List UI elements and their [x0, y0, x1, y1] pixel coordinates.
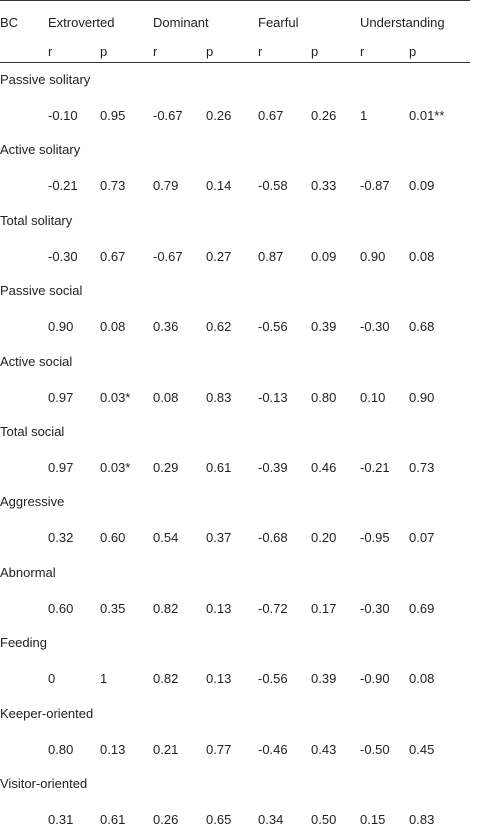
row-label: Active social	[0, 353, 73, 369]
r-value-cell: -0.87	[360, 178, 390, 194]
p-value-cell: 0.26	[311, 108, 337, 123]
r-value-cell: -0.58	[258, 178, 288, 194]
r-value-cell: 0.54	[153, 530, 179, 546]
r-value-cell: -0.67	[153, 108, 183, 123]
r-value-cell: -0.95	[360, 530, 390, 546]
header-dominant: Dominant	[153, 15, 209, 30]
p-value-cell: 0.08	[100, 319, 126, 335]
r-value-cell: -0.30	[360, 600, 390, 616]
r-value-cell: 0.08	[153, 389, 179, 405]
p-value-cell: 0.83	[206, 389, 232, 405]
table-row	[0, 212, 493, 264]
subheader-p: p	[311, 44, 319, 59]
subheader-p: p	[409, 44, 417, 59]
p-value-cell: 0.35	[100, 600, 126, 616]
table-row	[0, 72, 493, 123]
r-value-cell: -0.72	[258, 600, 288, 616]
row-label: Total social	[0, 424, 65, 439]
p-value-cell: 0.77	[206, 741, 232, 757]
row-label: Active solitary	[0, 142, 81, 158]
r-value-cell: -0.30	[360, 319, 390, 335]
r-value-cell: 0.79	[153, 178, 179, 194]
p-value-cell: 0.45	[409, 741, 435, 757]
table-row	[0, 353, 493, 405]
p-value-cell: 0.26	[206, 108, 232, 123]
p-value-cell: 0.03*	[100, 389, 131, 405]
r-value-cell: 0.36	[153, 319, 179, 335]
p-value-cell: 0.95	[100, 108, 126, 123]
r-value-cell: 0.97	[48, 389, 74, 405]
r-value-cell: -0.21	[360, 460, 390, 475]
p-value-cell: 0.39	[311, 319, 337, 335]
r-value-cell: 0.90	[360, 248, 386, 264]
p-value-cell: 0.07	[409, 530, 435, 546]
table-row	[0, 635, 493, 687]
header-extroverted: Extroverted	[48, 15, 115, 30]
table-row	[0, 283, 493, 335]
table-row	[0, 776, 493, 827]
row-label: Passive social	[0, 283, 83, 299]
table-row	[0, 494, 493, 546]
r-value-cell: 0.32	[48, 530, 74, 546]
p-value-cell: 0.20	[311, 530, 337, 546]
p-value-cell: 0.67	[100, 248, 126, 264]
r-value-cell: -0.56	[258, 319, 288, 335]
r-value-cell: 0.97	[48, 460, 74, 475]
p-value-cell: 0.68	[409, 319, 435, 335]
p-value-cell: 0.33	[311, 178, 337, 194]
r-value-cell: -0.67	[153, 248, 183, 264]
r-value-cell: -0.10	[48, 108, 78, 123]
r-value-cell: 0.87	[258, 248, 284, 264]
table-row	[0, 705, 493, 757]
r-value-cell: 0.31	[48, 812, 74, 827]
r-value-cell: -0.90	[360, 671, 390, 687]
header-bc: BC	[0, 15, 19, 30]
row-label: Total solitary	[0, 212, 73, 228]
r-value-cell: 0.21	[153, 741, 179, 757]
p-value-cell: 0.43	[311, 741, 337, 757]
subheader-r: r	[153, 44, 158, 59]
r-value-cell: 0.82	[153, 600, 179, 616]
p-value-cell: 0.09	[311, 248, 337, 264]
p-value-cell: 0.60	[100, 530, 126, 546]
r-value-cell: 0.80	[48, 741, 74, 757]
p-value-cell: 0.08	[409, 671, 435, 687]
r-value-cell: -0.56	[258, 671, 288, 687]
row-label: Feeding	[0, 635, 47, 651]
r-value-cell: 0.10	[360, 389, 386, 405]
subheader-r: r	[48, 44, 53, 59]
header-rule	[0, 62, 470, 63]
r-value-cell: 0.34	[258, 812, 284, 827]
p-value-cell: 0.39	[311, 671, 337, 687]
table-top-rule	[0, 0, 470, 1]
p-value-cell: 0.13	[206, 671, 232, 687]
p-value-cell: 0.13	[100, 741, 126, 757]
r-value-cell: -0.50	[360, 741, 390, 757]
r-value-cell: 0.82	[153, 671, 179, 687]
r-value-cell: 0.90	[48, 319, 74, 335]
p-value-cell: 0.73	[409, 460, 435, 475]
p-value-cell: 0.80	[311, 389, 337, 405]
header-fearful: Fearful	[258, 15, 299, 30]
p-value-cell: 0.61	[206, 460, 232, 475]
p-value-cell: 0.17	[311, 600, 337, 616]
p-value-cell: 0.50	[311, 812, 337, 827]
p-value-cell: 0.08	[409, 248, 435, 264]
r-value-cell: -0.39	[258, 460, 288, 475]
p-value-cell: 0.61	[100, 812, 126, 827]
subheader-p: p	[206, 44, 214, 59]
p-value-cell: 0.13	[206, 600, 232, 616]
p-value-cell: 1	[100, 671, 108, 687]
p-value-cell: 0.09	[409, 178, 435, 194]
table-row	[0, 424, 493, 475]
subheader-p: p	[100, 44, 108, 59]
r-value-cell: -0.68	[258, 530, 288, 546]
p-value-cell: 0.37	[206, 530, 232, 546]
r-value-cell: 0.67	[258, 108, 284, 123]
p-value-cell: 0.73	[100, 178, 126, 194]
p-value-cell: 0.65	[206, 812, 232, 827]
p-value-cell: 0.83	[409, 812, 435, 827]
row-label: Abnormal	[0, 564, 56, 580]
r-value-cell: 0.60	[48, 600, 74, 616]
p-value-cell: 0.69	[409, 600, 435, 616]
row-label: Aggressive	[0, 494, 65, 510]
row-label: Keeper-oriented	[0, 705, 94, 721]
header-understanding: Understanding	[360, 15, 445, 30]
p-value-cell: 0.27	[206, 248, 232, 264]
r-value-cell: -0.13	[258, 389, 288, 405]
p-value-cell: 0.01**	[409, 108, 445, 123]
row-label: Passive solitary	[0, 72, 91, 87]
row-label: Visitor-oriented	[0, 776, 88, 791]
r-value-cell: 0	[48, 671, 56, 687]
p-value-cell: 0.03*	[100, 460, 131, 475]
p-value-cell: 0.62	[206, 319, 232, 335]
r-value-cell: 0.26	[153, 812, 179, 827]
r-value-cell: 0.29	[153, 460, 179, 475]
r-value-cell: 0.15	[360, 812, 386, 827]
r-value-cell: 1	[360, 108, 368, 123]
p-value-cell: 0.46	[311, 460, 337, 475]
table-row	[0, 142, 493, 194]
subheader-r: r	[258, 44, 263, 59]
r-value-cell: -0.30	[48, 248, 78, 264]
r-value-cell: -0.21	[48, 178, 78, 194]
subheader-r: r	[360, 44, 365, 59]
table-row	[0, 564, 493, 616]
p-value-cell: 0.90	[409, 389, 435, 405]
r-value-cell: -0.46	[258, 741, 288, 757]
p-value-cell: 0.14	[206, 178, 232, 194]
